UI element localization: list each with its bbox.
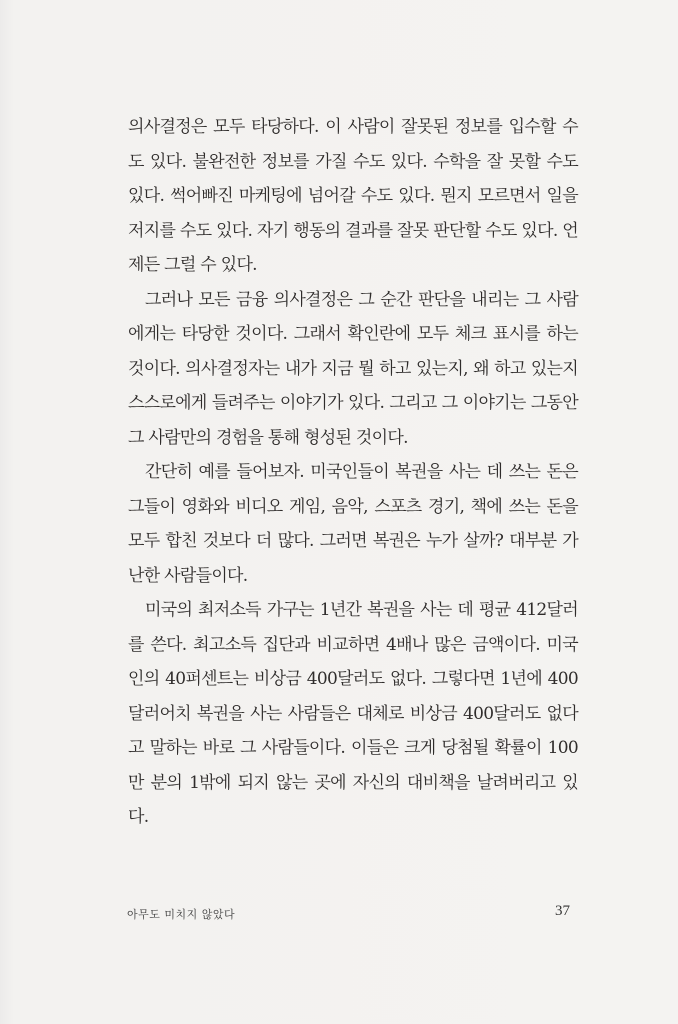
paragraph: 미국의 최저소득 가구는 1년간 복권을 사는 데 평균 412달러를 쓴다. 최고소득 집단과 비교하면 4배나 많은 금액이다. 미국인의 40퍼센트는 비상금 400달러도 없다. 그렇다면 1년에 400달러어치 복권을 사는 사람들은 대체로 비상금 400달러도 없다고 말하는 바로 그 사람들이다. 이들은 크게 당첨될 확률이 100만 분의 1밖에 되지 않는 곳에 자신의 대비책을 날려버리고 있다. (128, 600, 578, 827)
page-number: 37 (555, 903, 570, 919)
running-footer-title: 아무도 미치지 않았다 (127, 908, 236, 921)
paragraph: 간단히 예를 들어보자. 미국인들이 복권을 사는 데 쓰는 돈은 그들이 영화와 비디오 게임, 음악, 스포츠 경기, 책에 쓰는 돈을 모두 합친 것보다 더 많다. 그러면 복권은 누가 살까? 대부분 가난한 사람들이다. (128, 462, 578, 586)
body-text (128, 110, 578, 835)
paragraph: 그러나 모든 금융 의사결정은 그 순간 판단을 내리는 그 사람에게는 타당한 것이다. 그래서 확인란에 모두 체크 표시를 하는 것이다. 의사결정자는 내가 지금 뭘 하고 있는지, 왜 하고 있는지 스스로에게 들려주는 이야기가 있다. 그리고 그 이야기는 그동안 그 사람만의 경험을 통해 형성된 것이다. (128, 289, 578, 448)
paragraph-continued: 의사결정은 모두 타당하다. 이 사람이 잘못된 정보를 입수할 수도 있다. 불완전한 정보를 가질 수도 있다. 수학을 잘 못할 수도 있다. 썩어빠진 마케팅에 넘어갈 수도 있다. 뭔지 모르면서 일을 저지를 수도 있다. 자기 행동의 결과를 잘못 판단할 수도 있다. 언제든 그럴 수 있다. (128, 117, 578, 275)
